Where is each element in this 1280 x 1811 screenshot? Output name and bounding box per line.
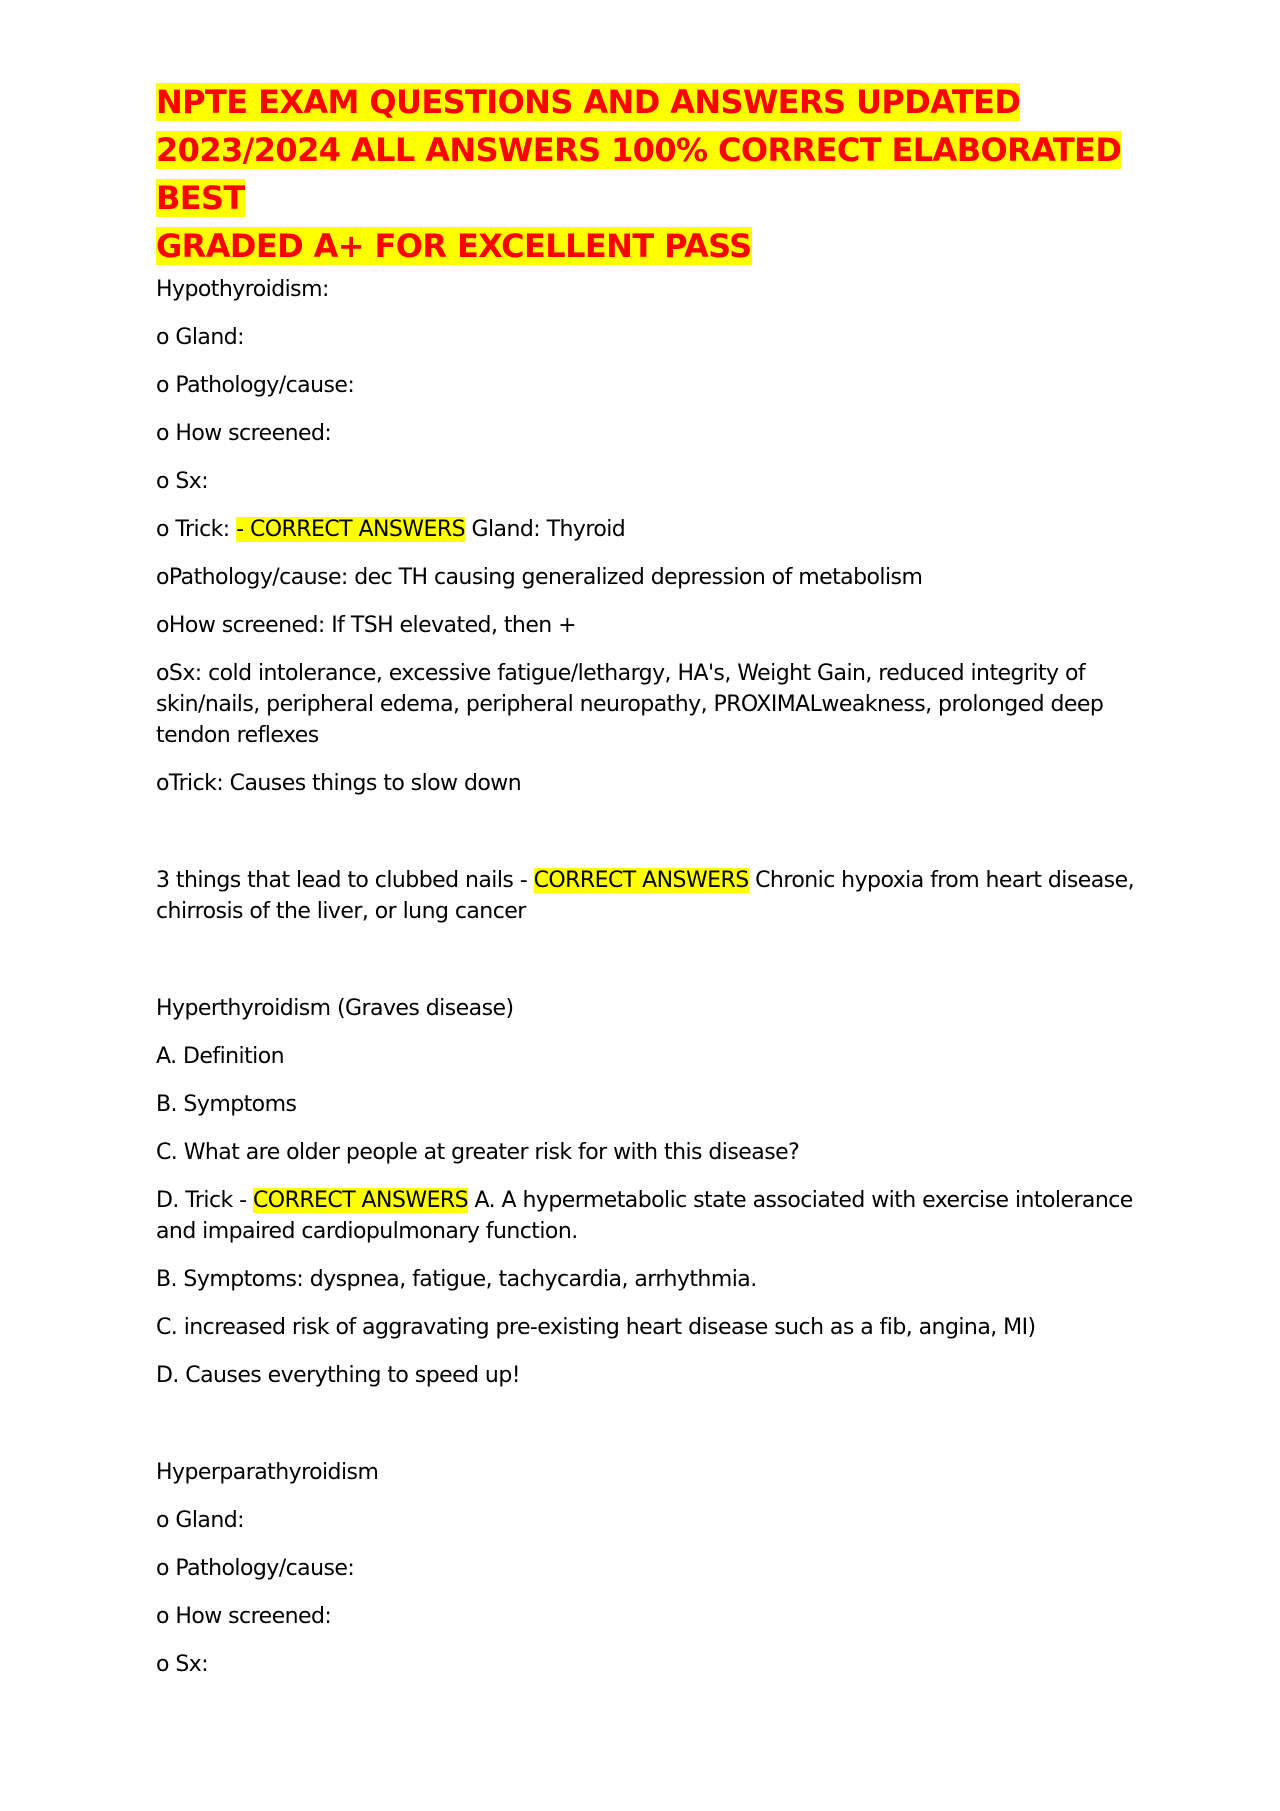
paragraph: D. Causes everything to speed up! (156, 1363, 521, 1388)
answer-text: Chronic hypoxia from heart disease, chirrosis of the liver, or lung cancer (156, 868, 1135, 924)
paragraph: C. increased risk of aggravating pre-existing heart disease such as a fib, angina, MI) (156, 1315, 1036, 1340)
answer-text: Gland: Thyroid (465, 517, 626, 542)
title-line-1: NPTE EXAM QUESTIONS AND ANSWERS UPDATED (156, 83, 1021, 121)
paragraph-text: 3 things that lead to clubbed nails - (156, 868, 534, 893)
answer-text: A. A hypermetabolic state associated with exercise intolerance and impaired cardiopulmonary function. (156, 1188, 1133, 1244)
paragraph: C. What are older people at greater risk for with this disease? (156, 1140, 800, 1165)
title-line-2: 2023/2024 ALL ANSWERS 100% CORRECT ELABORATED BEST (156, 131, 1122, 217)
title-line-3: GRADED A+ FOR EXCELLENT PASS (156, 227, 752, 265)
document-body (156, 274, 1136, 1680)
document-section (156, 865, 1136, 927)
section-gap (156, 944, 1136, 993)
document-page (156, 78, 1136, 1697)
correct-answers-highlight: - CORRECT ANSWERS (236, 517, 466, 542)
document-section (156, 274, 1136, 799)
paragraph: B. Symptoms: dyspnea, fatigue, tachycardia, arrhythmia. (156, 1267, 757, 1292)
paragraph: o How screened: (156, 421, 332, 446)
paragraph: o Gland: (156, 325, 245, 350)
paragraph: Hyperthyroidism (Graves disease) (156, 996, 514, 1021)
paragraph: Hypothyroidism: (156, 277, 329, 302)
paragraph: Hyperparathyroidism (156, 1460, 379, 1485)
paragraph: oTrick: Causes things to slow down (156, 771, 522, 796)
document-title (156, 78, 1136, 270)
paragraph: oHow screened: If TSH elevated, then + (156, 613, 577, 638)
section-gap (156, 1408, 1136, 1457)
section-gap (156, 816, 1136, 865)
paragraph-text: o Trick: (156, 517, 237, 542)
paragraph: oPathology/cause: dec TH causing generalized depression of metabolism (156, 565, 923, 590)
paragraph (156, 514, 1136, 545)
paragraph: B. Symptoms (156, 1092, 297, 1117)
paragraph (156, 1185, 1136, 1247)
paragraph-text: D. Trick - (156, 1188, 253, 1213)
paragraph: o How screened: (156, 1604, 332, 1629)
paragraph: o Pathology/cause: (156, 373, 355, 398)
correct-answers-highlight: CORRECT ANSWERS (533, 868, 749, 893)
paragraph (156, 865, 1136, 927)
paragraph: A. Definition (156, 1044, 285, 1069)
paragraph: oSx: cold intolerance, excessive fatigue/lethargy, HA's, Weight Gain, reduced integrity of skin/nails, peripheral edema, peripheral neuropathy, PROXIMALweakness, prolonged deep tendon reflexes (156, 661, 1104, 748)
paragraph: o Sx: (156, 469, 209, 494)
document-section (156, 1457, 1136, 1680)
paragraph: o Sx: (156, 1652, 209, 1677)
correct-answers-highlight: CORRECT ANSWERS (253, 1188, 469, 1213)
document-section (156, 993, 1136, 1391)
paragraph: o Pathology/cause: (156, 1556, 355, 1581)
paragraph: o Gland: (156, 1508, 245, 1533)
